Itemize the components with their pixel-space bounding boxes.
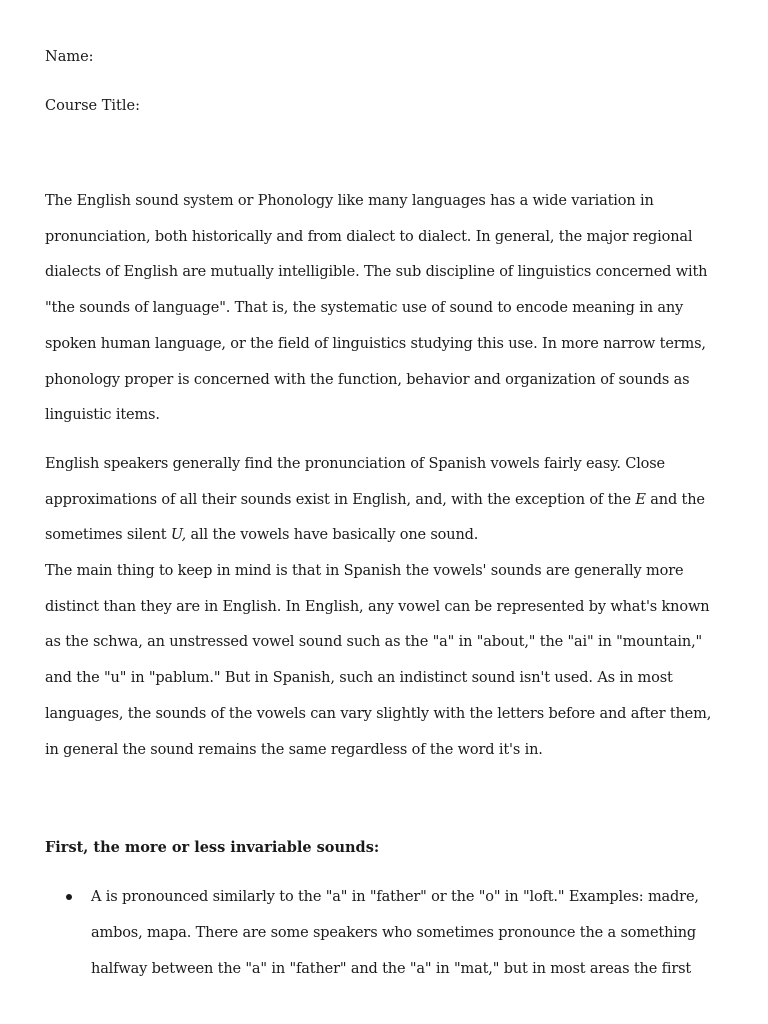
- paragraph-phonology: The English sound system or Phonology like many languages has a wide variation in pronunciation, both historically and from dialect to dialect. In general, the major regional dialects of English are mutually intelligible. The sub discipline of linguistics concerned with "the sounds of language". That is, the systematic use of sound to encode meaning in any spoken human language, or the field of linguistics studying this use. In more narrow terms, phonology proper is concerned with the function, behavior and organization of sounds as linguistic items.: [45, 193, 708, 424]
- paragraph-text: English speakers generally find the pronunciation of Spanish vowels fairly easy. Close approximations of all their sounds exist in English, and, with the exception of the: [45, 456, 665, 508]
- paragraph-text: all the vowels have basically one sound.: [186, 527, 479, 544]
- paragraph-text: and the sometimes silent: [45, 491, 705, 544]
- bullet-icon: [66, 894, 72, 900]
- course-title-label: Course Title:: [45, 98, 140, 114]
- name-label: Name:: [45, 49, 94, 65]
- paragraph-spanish-vowels: [45, 447, 725, 554]
- list-item-text: A is pronounced similarly to the "a" in "father" or the "o" in "loft." Examples: madre, ambos, mapa. There are some speakers who sometimes pronounce the a something halfway between the "a" in "father" and the "a" in "mat," but in most areas the first: [91, 889, 699, 977]
- section-heading: First, the more or less invariable sounds:: [45, 839, 380, 856]
- paragraph-vowel-distinctness: The main thing to keep in mind is that in Spanish the vowels' sounds are generally more distinct than they are in English. In English, any vowel can be represented by what's known as the schwa, an unstressed vowel sound such as the "a" in "about," the "ai" in "mountain," and the "u" in "pablum." But in Spanish, such an indistinct sound isn't used. As in most languages, the sounds of the vowels can vary slightly with the letters before and after them, in general the sound remains the same regardless of the word it's in.: [45, 563, 712, 758]
- italic-letter-e: E: [635, 491, 646, 508]
- italic-letter-u: U,: [170, 527, 187, 544]
- vowel-bullet-list: [45, 879, 725, 987]
- list-item: [45, 879, 725, 987]
